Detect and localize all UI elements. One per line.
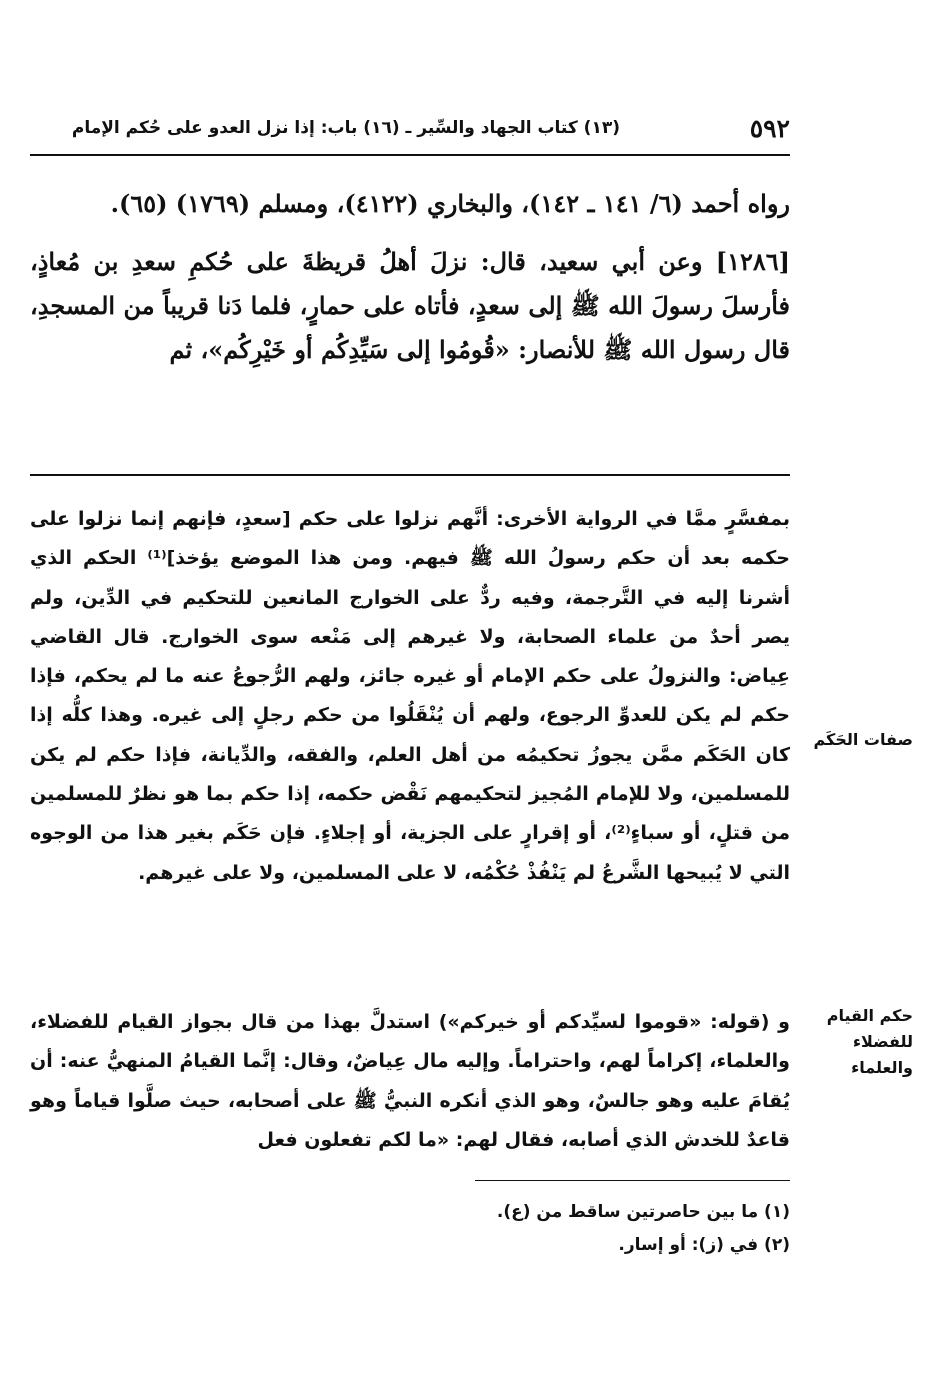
hadith-text xyxy=(30,182,790,372)
commentary-section-2 xyxy=(30,1003,790,1160)
page-number: ٥٩٢ xyxy=(749,114,790,143)
commentary-paragraph-2: و (قوله: «قوموا لسيِّدكم أو خيركم») استدلَّ بهذا من قال بجواز القيام للفضلاء، والعلماء، إكراماً لهم، واحتراماً. وإليه مال عِياضٌ، وقال: إنَّما القيامُ المنهيُّ عنه: أن يُقامَ عليه وهو جالسٌ، وهو الذي أنكره النبيُّ ﷺ على أصحابه، حيث صلَّوا قياماً وهو قاعدٌ للخدش الذي أصابه، فقال لهم: «ما لكم تفعلون فعل xyxy=(30,1011,790,1151)
commentary-paragraph-1: بمفسَّرٍ ممَّا في الرواية الأخرى: أنَّهم نزلوا على حكم [سعدٍ، فإنهم إنما نزلوا على حكمه بعد أن حكم رسولُ الله ﷺ فيهم. ومن هذا الموضع يؤخذ]⁽¹⁾ الحكم الذي أشرنا إليه في التَّرجمة، وفيه ردٌّ على الخوارج المانعين للتحكيم في الدِّين، ولم يصر أحدٌ من علماء الصحابة، ولا غيرهم إلى مَنْعه سوى الخوارج. قال القاضي عِياض: والنزولُ على حكم الإمام أو غيره جائز، ولهم الرُّجوعُ عنه ما لم يحكم، فإذا حكم لم يكن للعدوِّ الرجوع، ولهم أن يُنْقَلُوا من حكم رجلٍ إلى غيره. وهذا كلُّه إذا كان الحَكَم ممَّن يجوزُ تحكيمُه من أهل العلم، والفقه، والدِّيانة، فإذا حكم لم يكن للمسلمين، ولا للإمام المُجيز لتحكيمهم نَقْض حكمه، إذا حكم بما هو نظرٌ للمسلمين من قتلٍ، أو سباءٍ⁽²⁾، أو إقرارٍ على الجزية، أو إجلاءٍ. فإن حَكَم بغير هذا من الوجوه التي لا يُبيحها الشَّرعُ لم يَنْفُذْ حُكْمُه، لا على المسلمين، ولا على غيرهم. xyxy=(30,508,790,884)
hadith-1286: [١٢٨٦] وعن أبي سعيد، قال: نزلَ أهلُ قريظةَ على حُكمِ سعدِ بن مُعاذٍ، فأرسلَ رسولَ الله ﷺ إلى سعدٍ، فأتاه على حمارٍ، فلما دَنا قريباً من المسجدِ، قال رسول الله ﷺ للأنصار: «قُومُوا إلى سَيِّدِكُم أو خَيْرِكُم»، ثم xyxy=(30,247,790,364)
footnotes xyxy=(30,1196,790,1262)
commentary-section-1 xyxy=(30,500,790,893)
hadith-citation: رواه أحمد (٦/ ١٤١ ـ ١٤٢)، والبخاري (٤١٢٢)، ومسلم (١٧٦٩) (٦٥). xyxy=(110,189,790,218)
running-head xyxy=(30,110,790,156)
footnote-divider xyxy=(475,1180,790,1181)
margin-note-hakam: صفات الحَكَم xyxy=(813,730,913,749)
text-commentary-divider xyxy=(30,474,790,476)
footnote-1: (١) ما بين حاصرتين ساقط من (ع). xyxy=(496,1202,790,1222)
running-title: (١٣) كتاب الجهاد والسِّير ـ (١٦) باب: إذا نزل العدو على حُكم الإمام xyxy=(71,118,620,138)
footnote-2: (٢) في (ز): أو إسار. xyxy=(618,1235,790,1255)
margin-note-qiyam: حكم القيام للفضلاء والعلماء xyxy=(826,1006,913,1077)
